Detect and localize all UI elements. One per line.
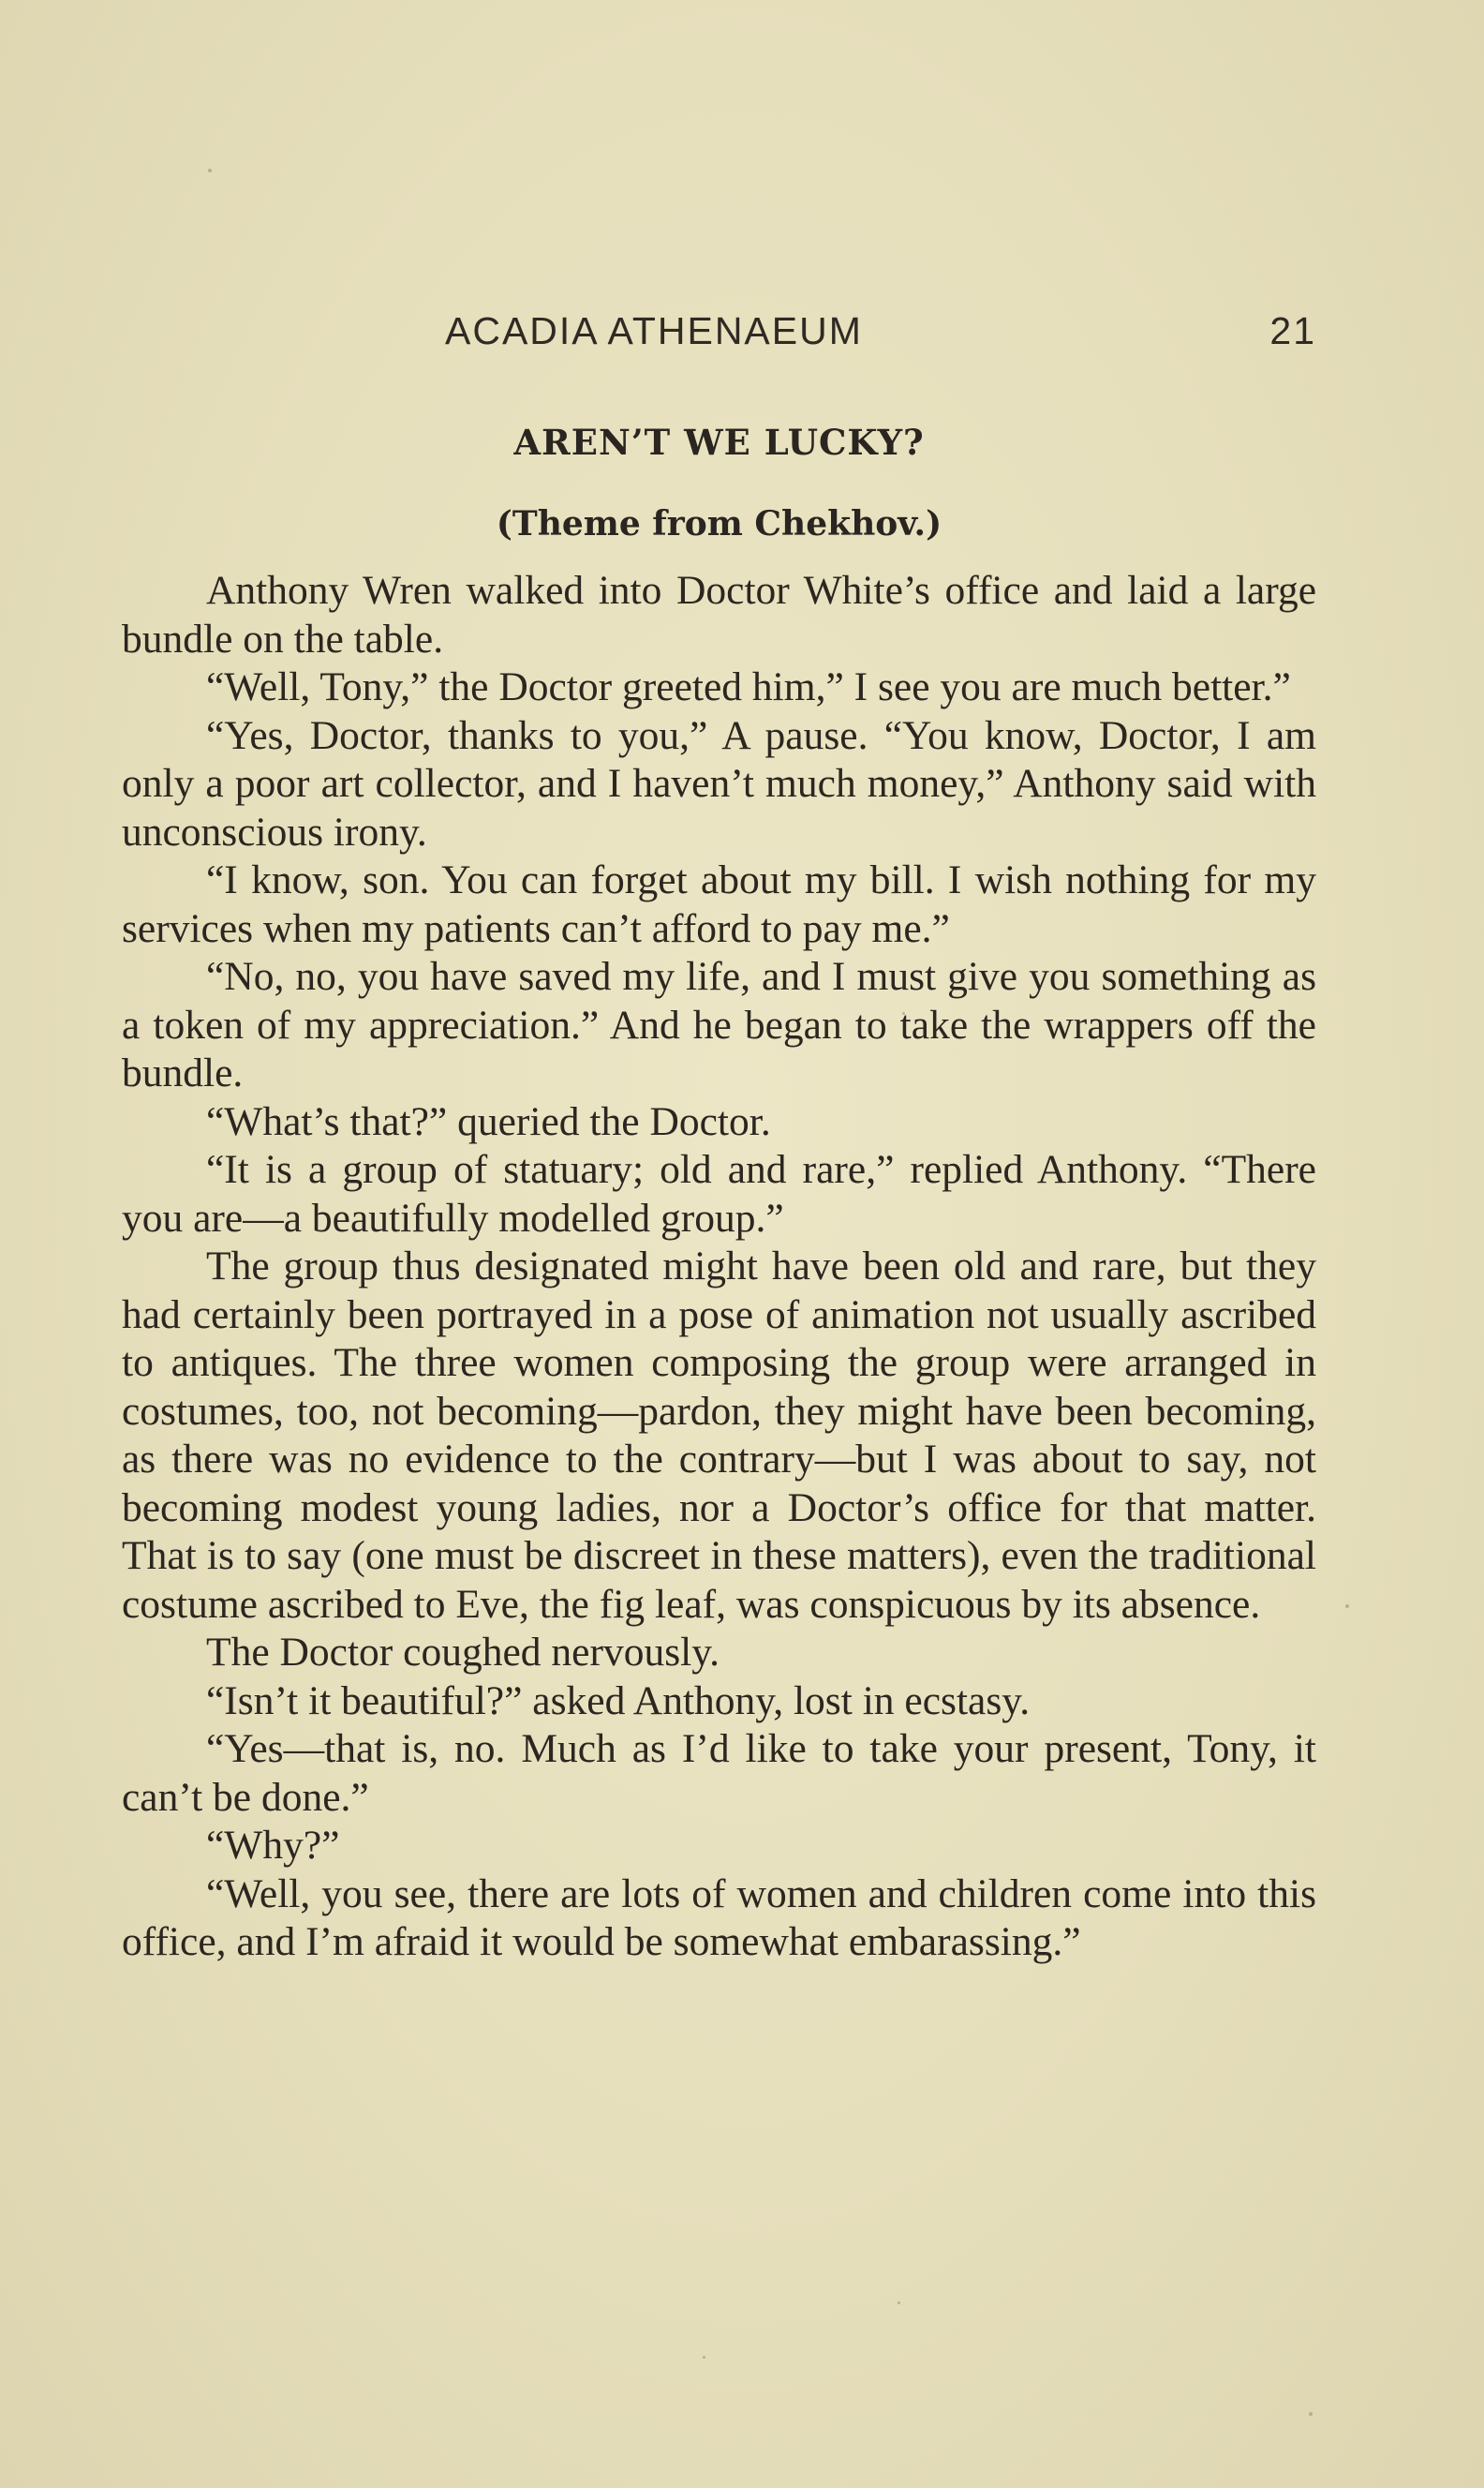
paragraph: “Well, Tony,” the Doctor greeted him,” I see you are much better.” — [206, 664, 1291, 709]
article-subtitle: (Theme from Chekhov.) — [496, 504, 942, 544]
paragraph: “I know, son. You can forget about my bill. I wish nothing for my services when my patients can’t afford to pay me.” — [122, 857, 1316, 951]
paragraph: “Why?” — [206, 1823, 340, 1868]
paragraph: “No, no, you have saved my life, and I must give you something as a token of my appreciation.” And he began to take the wrappers off the bundle. — [122, 954, 1316, 1095]
paragraph: “Yes, Doctor, thanks to you,” A pause. “You know, Doctor, I am only a poor art collector, and I haven’t much money,” Anthony said with unconscious irony. — [122, 712, 1316, 855]
running-title: ACADIA ATHENAEUM — [445, 309, 863, 352]
running-header — [122, 309, 1316, 362]
paragraph: “What’s that?” queried the Doctor. — [206, 1098, 771, 1144]
page-number: 21 — [1269, 309, 1316, 352]
paragraph: “Isn’t it beautiful?” asked Anthony, lost in ecstasy. — [206, 1677, 1031, 1723]
paragraph: “It is a group of statuary; old and rare,” replied Anthony. “There you are—a beautifully modelled group.” — [122, 1147, 1316, 1241]
paragraph: “Well, you see, there are lots of women and children come into this office, and I’m afraid it would be somewhat embarassing.” — [122, 1870, 1316, 1964]
paragraph: The group thus designated might have been old and rare, but they had certainly been portrayed in a pose of animation not usually ascribed to antiques. The three women composing the group were arranged in costumes, too, not becoming—pardon, they might have been becoming, as there was no evidence to the contrary—but I was about to say, not becoming modest young ladies, nor a Doctor’s office for that matter. That is to say (one must be discreet in these matters), even the traditional costume ascribed to Eve, the fig leaf, was conspicuous by its absence. — [122, 1244, 1316, 1627]
article-body — [122, 567, 1316, 1967]
paragraph: The Doctor coughed nervously. — [206, 1630, 720, 1675]
paragraph: Anthony Wren walked into Doctor White’s office and laid a large bundle on the table. — [122, 568, 1316, 662]
article-title: AREN’T WE LUCKY? — [513, 422, 925, 463]
paragraph: “Yes—that is, no. Much as I’d like to take your present, Tony, it can’t be done.” — [122, 1726, 1316, 1820]
